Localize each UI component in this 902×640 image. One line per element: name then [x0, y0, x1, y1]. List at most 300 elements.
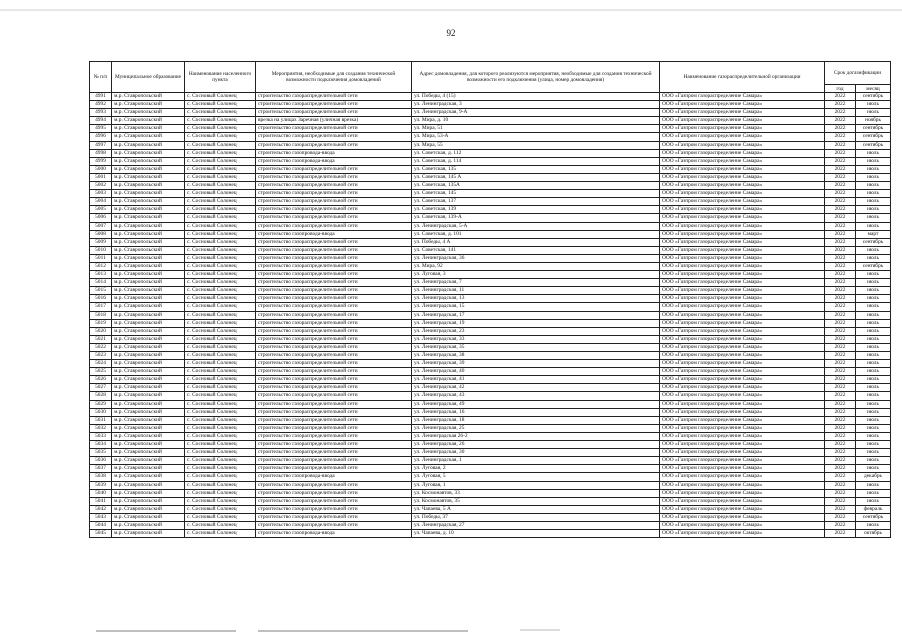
row-settlement: с. Сосновый Солонец — [185, 230, 256, 238]
row-org: ООО «Газпром газораспределение Самара» — [660, 360, 825, 368]
row-measure: строительство газораспределительной сети — [256, 279, 412, 287]
row-number: 5004 — [90, 198, 112, 206]
row-measure: строительство газораспределительной сети — [256, 489, 412, 497]
table-row — [90, 400, 891, 408]
row-address: ул. Ленинградская, 35 — [412, 343, 660, 351]
row-month: февраль — [856, 505, 891, 513]
row-number: 5032 — [90, 424, 112, 432]
row-number: 5010 — [90, 246, 112, 254]
row-month: июль — [856, 311, 891, 319]
table-row — [90, 125, 891, 133]
row-year: 2022 — [825, 432, 856, 440]
row-measure: строительство газораспределительной сети — [256, 343, 412, 351]
table-row — [90, 352, 891, 360]
row-settlement: с. Сосновый Солонец — [185, 271, 256, 279]
row-org: ООО «Газпром газораспределение Самара» — [660, 238, 825, 246]
row-number: 5043 — [90, 513, 112, 521]
row-municipality: м.р. Ставропольский — [112, 295, 185, 303]
row-measure: строительство газораспределительной сети — [256, 287, 412, 295]
row-measure: строительство газопровода-ввода — [256, 157, 412, 165]
row-settlement: с. Сосновый Солонец — [185, 376, 256, 384]
row-year: 2022 — [825, 368, 856, 376]
row-month: июль — [856, 449, 891, 457]
row-org: ООО «Газпром газораспределение Самара» — [660, 521, 825, 529]
header-settlement: Наименование населенного пункта — [185, 62, 256, 93]
row-municipality: м.р. Ставропольский — [112, 109, 185, 117]
table-row — [90, 230, 891, 238]
document-sheet — [89, 61, 890, 538]
table-row — [90, 408, 891, 416]
row-measure: врезка на улицах Заречная (уличная врезка) — [256, 117, 412, 125]
row-org: ООО «Газпром газораспределение Самара» — [660, 93, 825, 101]
row-municipality: м.р. Ставропольский — [112, 457, 185, 465]
header-deadline: Срок догазификации — [825, 62, 891, 85]
table-row — [90, 457, 891, 465]
row-measure: строительство газораспределительной сети — [256, 327, 412, 335]
row-number: 5000 — [90, 165, 112, 173]
table-row — [90, 368, 891, 376]
row-municipality: м.р. Ставропольский — [112, 254, 185, 262]
row-address: ул. Мира, 55 — [412, 141, 660, 149]
row-number: 5011 — [90, 254, 112, 262]
row-number: 5027 — [90, 384, 112, 392]
row-month: июль — [856, 368, 891, 376]
header-row — [90, 62, 891, 85]
row-measure: строительство газопровода-ввода — [256, 473, 412, 481]
row-month: июль — [856, 497, 891, 505]
row-year: 2022 — [825, 125, 856, 133]
row-year: 2022 — [825, 424, 856, 432]
row-month: июль — [856, 352, 891, 360]
row-org: ООО «Газпром газораспределение Самара» — [660, 530, 825, 538]
row-municipality: м.р. Ставропольский — [112, 327, 185, 335]
table-row — [90, 133, 891, 141]
table-row — [90, 165, 891, 173]
row-org: ООО «Газпром газораспределение Самара» — [660, 473, 825, 481]
row-measure: строительство газораспределительной сети — [256, 424, 412, 432]
row-number: 5005 — [90, 206, 112, 214]
row-measure: строительство газораспределительной сети — [256, 497, 412, 505]
row-number: 5016 — [90, 295, 112, 303]
row-measure: строительство газораспределительной сети — [256, 254, 412, 262]
row-org: ООО «Газпром газораспределение Самара» — [660, 133, 825, 141]
row-year: 2022 — [825, 238, 856, 246]
row-month: июль — [856, 182, 891, 190]
row-address: ул. Ленинградская, 38 — [412, 352, 660, 360]
table-row — [90, 384, 891, 392]
row-address: ул. Ленинградская, 23 — [412, 327, 660, 335]
row-measure: строительство газораспределительной сети — [256, 368, 412, 376]
row-municipality: м.р. Ставропольский — [112, 352, 185, 360]
row-address: ул. Советская, д. 112 — [412, 149, 660, 157]
row-number: 5029 — [90, 400, 112, 408]
row-number: 5024 — [90, 360, 112, 368]
row-municipality: м.р. Ставропольский — [112, 198, 185, 206]
row-settlement: с. Сосновый Солонец — [185, 368, 256, 376]
row-year: 2022 — [825, 392, 856, 400]
row-municipality: м.р. Ставропольский — [112, 165, 185, 173]
row-settlement: с. Сосновый Солонец — [185, 222, 256, 230]
table-row — [90, 521, 891, 529]
table-row — [90, 392, 891, 400]
row-address: ул. Победы, 37 — [412, 513, 660, 521]
row-org: ООО «Газпром газораспределение Самара» — [660, 262, 825, 270]
row-measure: строительство газораспределительной сети — [256, 505, 412, 513]
row-settlement: с. Сосновый Солонец — [185, 384, 256, 392]
row-address: ул. Мира, д. 10 — [412, 117, 660, 125]
row-month: июль — [856, 400, 891, 408]
row-municipality: м.р. Ставропольский — [112, 384, 185, 392]
row-measure: строительство газораспределительной сети — [256, 352, 412, 360]
row-org: ООО «Газпром газораспределение Самара» — [660, 190, 825, 198]
row-number: 5001 — [90, 173, 112, 181]
row-settlement: с. Сосновый Солонец — [185, 141, 256, 149]
row-org: ООО «Газпром газораспределение Самара» — [660, 465, 825, 473]
table-row — [90, 441, 891, 449]
row-number: 5036 — [90, 457, 112, 465]
table-row — [90, 416, 891, 424]
row-number: 5025 — [90, 368, 112, 376]
table-row — [90, 295, 891, 303]
row-number: 5042 — [90, 505, 112, 513]
row-number: 5028 — [90, 392, 112, 400]
table-row — [90, 206, 891, 214]
header-year: год — [825, 85, 856, 93]
row-municipality: м.р. Ставропольский — [112, 117, 185, 125]
table-row — [90, 505, 891, 513]
row-org: ООО «Газпром газораспределение Самара» — [660, 408, 825, 416]
row-year: 2022 — [825, 497, 856, 505]
row-org: ООО «Газпром газораспределение Самара» — [660, 449, 825, 457]
row-org: ООО «Газпром газораспределение Самара» — [660, 287, 825, 295]
row-org: ООО «Газпром газораспределение Самара» — [660, 125, 825, 133]
row-year: 2022 — [825, 416, 856, 424]
row-measure: строительство газораспределительной сети — [256, 400, 412, 408]
row-org: ООО «Газпром газораспределение Самара» — [660, 352, 825, 360]
row-settlement: с. Сосновый Солонец — [185, 117, 256, 125]
row-number: 5033 — [90, 432, 112, 440]
row-org: ООО «Газпром газораспределение Самара» — [660, 432, 825, 440]
table-row — [90, 262, 891, 270]
row-number: 5034 — [90, 441, 112, 449]
row-settlement: с. Сосновый Солонец — [185, 335, 256, 343]
row-number: 5022 — [90, 343, 112, 351]
row-year: 2022 — [825, 303, 856, 311]
row-year: 2022 — [825, 376, 856, 384]
row-municipality: м.р. Ставропольский — [112, 408, 185, 416]
row-address: ул. Чапаева, д. 10 — [412, 530, 660, 538]
row-settlement: с. Сосновый Солонец — [185, 295, 256, 303]
row-measure: строительство газораспределительной сети — [256, 416, 412, 424]
row-org: ООО «Газпром газораспределение Самара» — [660, 384, 825, 392]
row-month: июль — [856, 190, 891, 198]
row-year: 2022 — [825, 165, 856, 173]
row-year: 2022 — [825, 133, 856, 141]
row-measure: строительство газораспределительной сети — [256, 481, 412, 489]
table-row — [90, 497, 891, 505]
table-row — [90, 271, 891, 279]
row-year: 2022 — [825, 117, 856, 125]
row-municipality: м.р. Ставропольский — [112, 222, 185, 230]
row-address: ул. Ленинградская, 7 — [412, 279, 660, 287]
row-year: 2022 — [825, 254, 856, 262]
row-number: 5013 — [90, 271, 112, 279]
row-month: июль — [856, 173, 891, 181]
row-year: 2022 — [825, 206, 856, 214]
row-month: июль — [856, 101, 891, 109]
row-month: июль — [856, 392, 891, 400]
row-year: 2022 — [825, 335, 856, 343]
row-month: июль — [856, 489, 891, 497]
row-number: 5030 — [90, 408, 112, 416]
row-number: 4992 — [90, 101, 112, 109]
row-number: 5031 — [90, 416, 112, 424]
row-month: июль — [856, 303, 891, 311]
row-municipality: м.р. Ставропольский — [112, 287, 185, 295]
row-measure: строительство газопровода-ввода — [256, 530, 412, 538]
row-address: ул. Ленинградская, 40 — [412, 368, 660, 376]
row-number: 5040 — [90, 489, 112, 497]
row-org: ООО «Газпром газораспределение Самара» — [660, 513, 825, 521]
table-row — [90, 335, 891, 343]
row-measure: строительство газораспределительной сети — [256, 262, 412, 270]
row-org: ООО «Газпром газораспределение Самара» — [660, 206, 825, 214]
row-org: ООО «Газпром газораспределение Самара» — [660, 400, 825, 408]
row-year: 2022 — [825, 295, 856, 303]
row-measure: строительство газораспределительной сети — [256, 360, 412, 368]
row-settlement: с. Сосновый Солонец — [185, 530, 256, 538]
row-address: ул. Ленинградская, 27 — [412, 521, 660, 529]
row-month: июль — [856, 246, 891, 254]
row-month: июль — [856, 271, 891, 279]
row-settlement: с. Сосновый Солонец — [185, 279, 256, 287]
row-measure: строительство газораспределительной сети — [256, 295, 412, 303]
row-year: 2022 — [825, 327, 856, 335]
row-month: июль — [856, 214, 891, 222]
row-address: ул. Советская, 139-А — [412, 214, 660, 222]
row-year: 2022 — [825, 352, 856, 360]
row-org: ООО «Газпром газораспределение Самара» — [660, 489, 825, 497]
row-number: 5038 — [90, 473, 112, 481]
row-settlement: с. Сосновый Солонец — [185, 441, 256, 449]
row-address: ул. Ленинградская 26-2 — [412, 432, 660, 440]
row-month: сентябрь — [856, 133, 891, 141]
row-month: июль — [856, 109, 891, 117]
row-year: 2022 — [825, 489, 856, 497]
row-number: 5020 — [90, 327, 112, 335]
row-year: 2022 — [825, 271, 856, 279]
row-measure: строительство газораспределительной сети — [256, 521, 412, 529]
row-settlement: с. Сосновый Солонец — [185, 246, 256, 254]
table-row — [90, 449, 891, 457]
table-row — [90, 530, 891, 538]
row-municipality: м.р. Ставропольский — [112, 360, 185, 368]
row-settlement: с. Сосновый Солонец — [185, 319, 256, 327]
gasification-table — [89, 61, 891, 538]
row-settlement: с. Сосновый Солонец — [185, 416, 256, 424]
row-settlement: с. Сосновый Солонец — [185, 473, 256, 481]
row-org: ООО «Газпром газораспределение Самара» — [660, 246, 825, 254]
row-measure: строительство газораспределительной сети — [256, 165, 412, 173]
row-address: ул. Луговая, 1 — [412, 481, 660, 489]
row-municipality: м.р. Ставропольский — [112, 521, 185, 529]
row-org: ООО «Газпром газораспределение Самара» — [660, 424, 825, 432]
row-year: 2022 — [825, 311, 856, 319]
table-row — [90, 481, 891, 489]
row-settlement: с. Сосновый Солонец — [185, 497, 256, 505]
row-municipality: м.р. Ставропольский — [112, 141, 185, 149]
row-measure: строительство газораспределительной сети — [256, 238, 412, 246]
row-year: 2022 — [825, 449, 856, 457]
row-measure: строительство газораспределительной сети — [256, 449, 412, 457]
row-municipality: м.р. Ставропольский — [112, 206, 185, 214]
row-org: ООО «Газпром газораспределение Самара» — [660, 141, 825, 149]
row-year: 2022 — [825, 93, 856, 101]
table-row — [90, 214, 891, 222]
row-municipality: м.р. Ставропольский — [112, 246, 185, 254]
row-settlement: с. Сосновый Солонец — [185, 206, 256, 214]
row-municipality: м.р. Ставропольский — [112, 133, 185, 141]
row-number: 4995 — [90, 125, 112, 133]
row-municipality: м.р. Ставропольский — [112, 441, 185, 449]
row-municipality: м.р. Ставропольский — [112, 311, 185, 319]
row-settlement: с. Сосновый Солонец — [185, 254, 256, 262]
row-number: 5007 — [90, 222, 112, 230]
row-org: ООО «Газпром газораспределение Самара» — [660, 198, 825, 206]
row-settlement: с. Сосновый Солонец — [185, 392, 256, 400]
row-month: июль — [856, 279, 891, 287]
row-settlement: с. Сосновый Солонец — [185, 432, 256, 440]
header-measure: Мероприятия, необходимые для создания технической возможности подключения домовладений — [256, 62, 412, 93]
row-settlement: с. Сосновый Солонец — [185, 157, 256, 165]
row-municipality: м.р. Ставропольский — [112, 481, 185, 489]
row-measure: строительство газораспределительной сети — [256, 206, 412, 214]
row-number: 5037 — [90, 465, 112, 473]
row-municipality: м.р. Ставропольский — [112, 473, 185, 481]
row-month: июль — [856, 408, 891, 416]
row-address: ул. Ленинградская, 41 — [412, 376, 660, 384]
row-address: ул. Мира, 53-А — [412, 133, 660, 141]
row-measure: строительство газораспределительной сети — [256, 408, 412, 416]
row-number: 5002 — [90, 182, 112, 190]
row-measure: строительство газораспределительной сети — [256, 182, 412, 190]
row-month: ноябрь — [856, 117, 891, 125]
row-settlement: с. Сосновый Солонец — [185, 513, 256, 521]
header-num: № п/п — [90, 62, 112, 93]
row-month: июль — [856, 319, 891, 327]
row-municipality: м.р. Ставропольский — [112, 368, 185, 376]
row-org: ООО «Газпром газораспределение Самара» — [660, 343, 825, 351]
row-address: ул. Ленинградская, 49 — [412, 400, 660, 408]
row-number: 4994 — [90, 117, 112, 125]
row-year: 2022 — [825, 287, 856, 295]
row-org: ООО «Газпром газораспределение Самара» — [660, 335, 825, 343]
row-municipality: м.р. Ставропольский — [112, 271, 185, 279]
row-number: 5003 — [90, 190, 112, 198]
row-measure: строительство газораспределительной сети — [256, 441, 412, 449]
table-row — [90, 238, 891, 246]
row-year: 2022 — [825, 173, 856, 181]
row-number: 4998 — [90, 149, 112, 157]
row-number: 4997 — [90, 141, 112, 149]
row-org: ООО «Газпром газораспределение Самара» — [660, 319, 825, 327]
row-org: ООО «Газпром газораспределение Самара» — [660, 376, 825, 384]
row-org: ООО «Газпром газораспределение Самара» — [660, 279, 825, 287]
table-row — [90, 473, 891, 481]
row-settlement: с. Сосновый Солонец — [185, 457, 256, 465]
row-year: 2022 — [825, 505, 856, 513]
table-row — [90, 279, 891, 287]
row-number: 4996 — [90, 133, 112, 141]
row-settlement: с. Сосновый Солонец — [185, 238, 256, 246]
row-address: ул. Победы, 4 (15) — [412, 93, 660, 101]
row-org: ООО «Газпром газораспределение Самара» — [660, 392, 825, 400]
row-year: 2022 — [825, 521, 856, 529]
row-month: июль — [856, 432, 891, 440]
table-row — [90, 376, 891, 384]
row-municipality: м.р. Ставропольский — [112, 489, 185, 497]
row-settlement: с. Сосновый Солонец — [185, 424, 256, 432]
row-measure: строительство газораспределительной сети — [256, 109, 412, 117]
table-row — [90, 303, 891, 311]
row-municipality: м.р. Ставропольский — [112, 190, 185, 198]
row-year: 2022 — [825, 343, 856, 351]
table-row — [90, 432, 891, 440]
table-row — [90, 287, 891, 295]
row-month: июль — [856, 335, 891, 343]
row-org: ООО «Газпром газораспределение Самара» — [660, 271, 825, 279]
row-month: сентябрь — [856, 125, 891, 133]
row-org: ООО «Газпром газораспределение Самара» — [660, 182, 825, 190]
row-month: июль — [856, 360, 891, 368]
row-number: 5018 — [90, 311, 112, 319]
row-municipality: м.р. Ставропольский — [112, 376, 185, 384]
row-year: 2022 — [825, 384, 856, 392]
row-address: ул. Ленинградская, 3 — [412, 101, 660, 109]
row-measure: строительство газораспределительной сети — [256, 513, 412, 521]
row-month: июль — [856, 254, 891, 262]
row-org: ООО «Газпром газораспределение Самара» — [660, 173, 825, 181]
table-row — [90, 109, 891, 117]
row-address: ул. Ленинградская, 19 — [412, 319, 660, 327]
row-address: ул. Чапаева, 5 А — [412, 505, 660, 513]
row-month: октябрь — [856, 530, 891, 538]
row-year: 2022 — [825, 400, 856, 408]
row-org: ООО «Газпром газораспределение Самара» — [660, 157, 825, 165]
table-row — [90, 465, 891, 473]
row-year: 2022 — [825, 530, 856, 538]
row-measure: строительство газораспределительной сети — [256, 125, 412, 133]
row-month: июль — [856, 416, 891, 424]
row-measure: строительство газопровода-ввода — [256, 230, 412, 238]
row-measure: строительство газораспределительной сети — [256, 246, 412, 254]
table-row — [90, 246, 891, 254]
table-body — [90, 93, 891, 538]
row-settlement: с. Сосновый Солонец — [185, 287, 256, 295]
row-number: 4993 — [90, 109, 112, 117]
row-municipality: м.р. Ставропольский — [112, 101, 185, 109]
row-number: 5035 — [90, 449, 112, 457]
row-measure: строительство газораспределительной сети — [256, 457, 412, 465]
row-number: 5039 — [90, 481, 112, 489]
row-year: 2022 — [825, 457, 856, 465]
row-month: июль — [856, 222, 891, 230]
row-org: ООО «Газпром газораспределение Самара» — [660, 327, 825, 335]
row-org: ООО «Газпром газораспределение Самара» — [660, 441, 825, 449]
table-row — [90, 319, 891, 327]
row-municipality: м.р. Ставропольский — [112, 93, 185, 101]
row-org: ООО «Газпром газораспределение Самара» — [660, 101, 825, 109]
